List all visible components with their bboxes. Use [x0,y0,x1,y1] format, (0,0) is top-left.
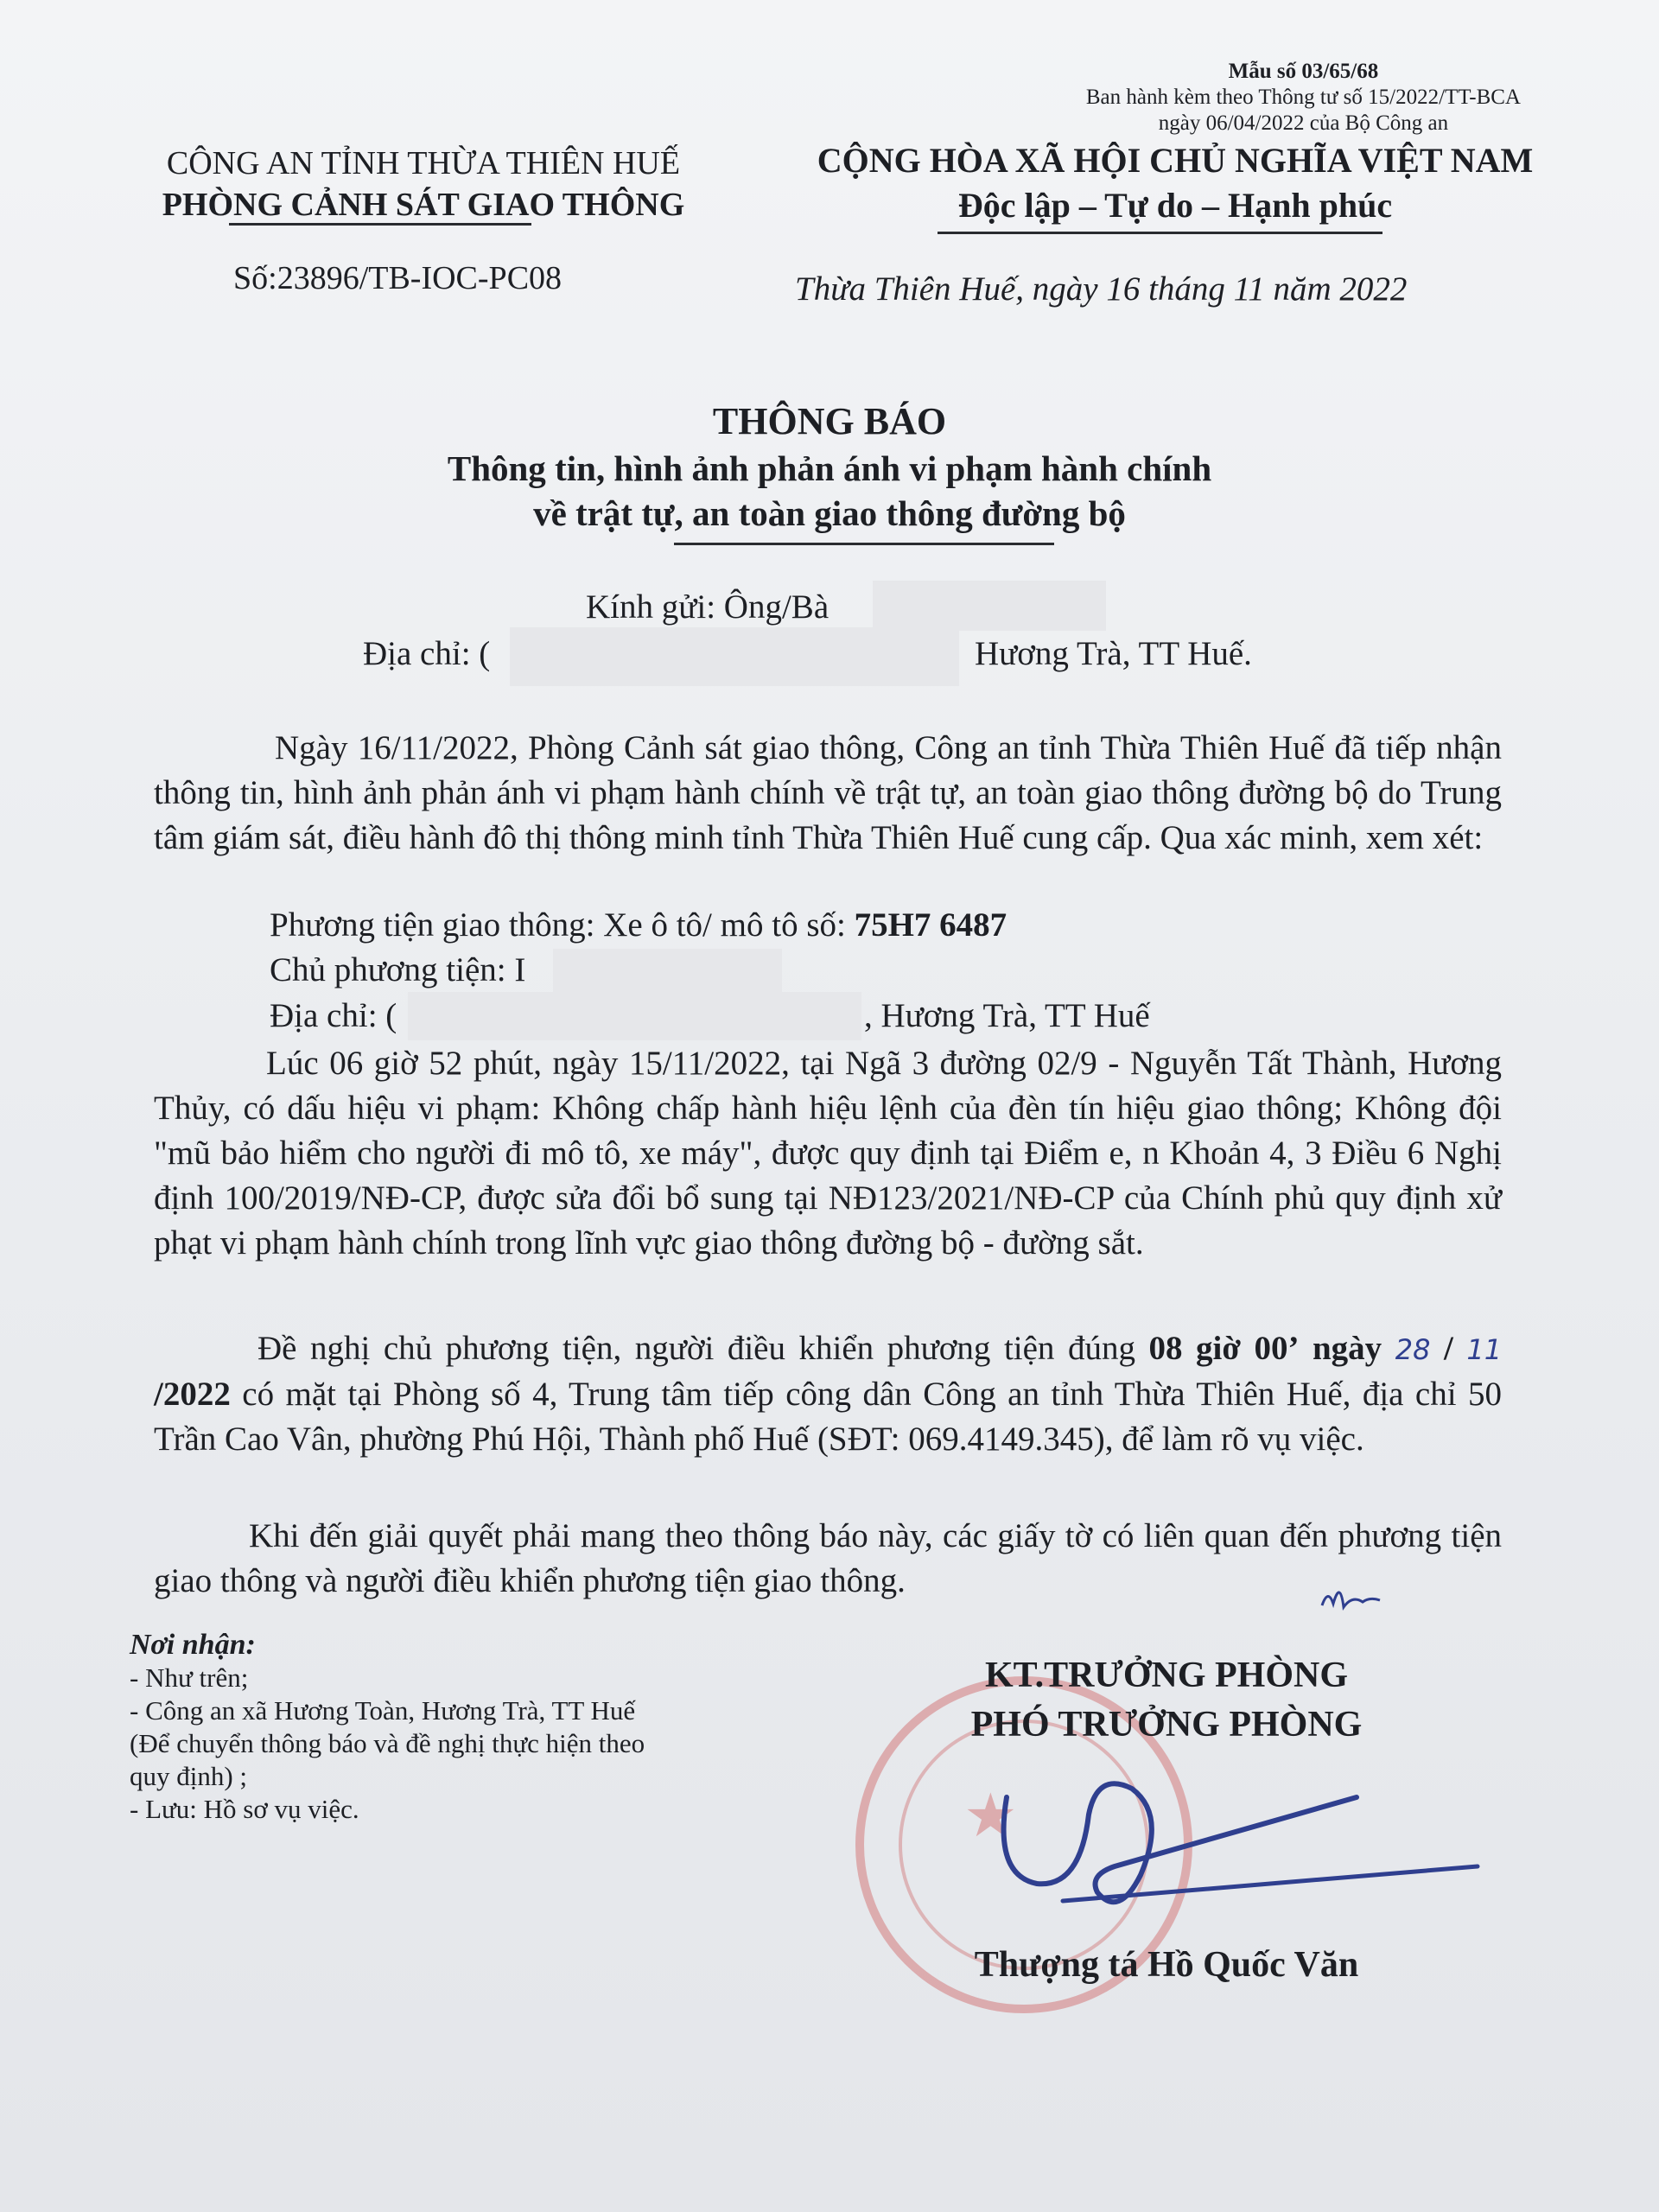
recipients-heading: Nơi nhận: [130,1629,256,1661]
closing-paragraph: Khi đến giải quyết phải mang theo thông báo này, các giấy tờ có liên quan đến phương tiện giao thông và người điều khiển phương tiện giao thông. [154,1517,1502,1599]
recipients-item: quy định) ; [130,1761,248,1791]
dateline: Thừa Thiên Huế, ngày 16 tháng 11 năm 2022 [795,270,1408,308]
form-issued-date: ngày 06/04/2022 của Bộ Công an [1158,111,1449,135]
form-number: Mẫu số 03/65/68 [1228,60,1379,83]
recipients-item: (Để chuyển thông báo và đề nghị thực hiện theo [130,1728,645,1758]
signatory-line-1: KT.TRƯỞNG PHÒNG [985,1656,1348,1695]
salutation: Kính gửi: Ông/Bà [586,588,830,626]
signatory-name: Thượng tá Hồ Quốc Văn [974,1945,1359,1985]
recipient-address-suffix: Hương Trà, TT Huế. [975,635,1252,672]
redacted-name [873,581,1106,631]
agency-department: PHÒNG CẢNH SÁT GIAO THÔNG [162,187,685,223]
redacted-owner [553,949,782,997]
request-sep: / [1443,1330,1453,1367]
nation-motto: Độc lập – Tự do – Hạnh phúc [957,186,1393,225]
recipient-address-label: Địa chỉ: ( [363,635,491,672]
doc-title: THÔNG BÁO [712,400,947,442]
stamp-star-icon: ★ [963,1783,1018,1850]
initials-mark [1318,1571,1387,1623]
request-post: có mặt tại Phòng số 4, Trung tâm tiếp công dân Công an tỉnh Thừa Thiên Huế, địa chỉ 50 Trần Cao Vân, phường Phú Hội, Thành phố Huế (SĐT: 069.4149.345), để làm rõ vụ việc. [154,1376,1502,1458]
request-day: 28 [1395,1333,1431,1366]
request-year: /2022 [154,1376,231,1413]
owner-address-suffix: , Hương Trà, TT Huế [864,997,1150,1034]
request-paragraph [154,1326,1502,1462]
doc-subtitle-1: Thông tin, hình ảnh phản ánh vi phạm hành chính [447,448,1212,488]
form-issued-with: Ban hành kèm theo Thông tư số 15/2022/TT-BCA [1085,86,1521,109]
redacted-owner-address [408,992,861,1040]
request-pre: Đề nghị chủ phương tiện, người điều khiển phương tiện đúng [257,1330,1149,1367]
recipients-list [130,1629,645,1826]
title-underline [674,543,1054,545]
agency-underline [229,223,531,226]
handwritten-signature [968,1745,1486,1936]
agency-header [130,143,717,226]
owner-address-label: Địa chỉ: ( [270,997,397,1034]
doc-subtitle-2: về trật tự, an toàn giao thông đường bộ [533,493,1126,533]
request-time: 08 giờ 00’ [1148,1330,1300,1367]
vehicle-label: Phương tiện giao thông: Xe ô tô/ mô tô số: [270,906,855,944]
motto-underline [938,232,1382,234]
intro-paragraph: Ngày 16/11/2022, Phòng Cảnh sát giao thông, Công an tỉnh Thừa Thiên Huế đã tiếp nhận thông tin, hình ảnh phản ánh vi phạm hành chính về trật tự, an toàn giao thông đường bộ do Trung tâm giám sát, điều hành đô thị thông minh tỉnh Thừa Thiên Huế cung cấp. Qua xác minh, xem xét: [154,729,1502,856]
national-header [743,138,1607,228]
request-month: 11 [1466,1333,1503,1366]
vehicle-line [270,906,1007,944]
owner-label: Chủ phương tiện: I [270,951,526,988]
nation-name: CỘNG HÒA XÃ HỘI CHỦ NGHĨA VIỆT NAM [817,141,1534,180]
redacted-address [510,627,959,686]
recipients-item: - Như trên; [130,1662,249,1693]
reference-number: Số:23896/TB-IOC-PC08 [233,260,563,296]
license-plate: 75H7 6487 [854,906,1007,944]
agency-parent: CÔNG AN TỈNH THỪA THIÊN HUẾ [166,145,681,181]
form-header [1086,59,1521,137]
recipients-item: - Công an xã Hương Toàn, Hương Trà, TT Huế [130,1695,636,1726]
recipients-item: - Lưu: Hồ sơ vụ việc. [130,1794,359,1824]
signatory-line-2: PHÓ TRƯỞNG PHÒNG [970,1705,1363,1745]
request-day-label: ngày [1312,1330,1382,1367]
violation-paragraph: Lúc 06 giờ 52 phút, ngày 15/11/2022, tại Ngã 3 đường 02/9 - Nguyễn Tất Thành, Hương Thủy, có dấu hiệu vi phạm: Không chấp hành hiệu lệnh của đèn tín hiệu giao thông; Không đội "mũ bảo hiểm cho người đi mô tô, xe máy", được quy định tại Điểm e, n Khoản 4, 3 Điều 6 Nghị định 100/2019/NĐ-CP, được sửa đổi bổ sung tại NĐ123/2021/NĐ-CP của Chính phủ quy định xử phạt vi phạm hành chính trong lĩnh vực giao thông đường bộ - đường sắt. [154,1045,1502,1262]
